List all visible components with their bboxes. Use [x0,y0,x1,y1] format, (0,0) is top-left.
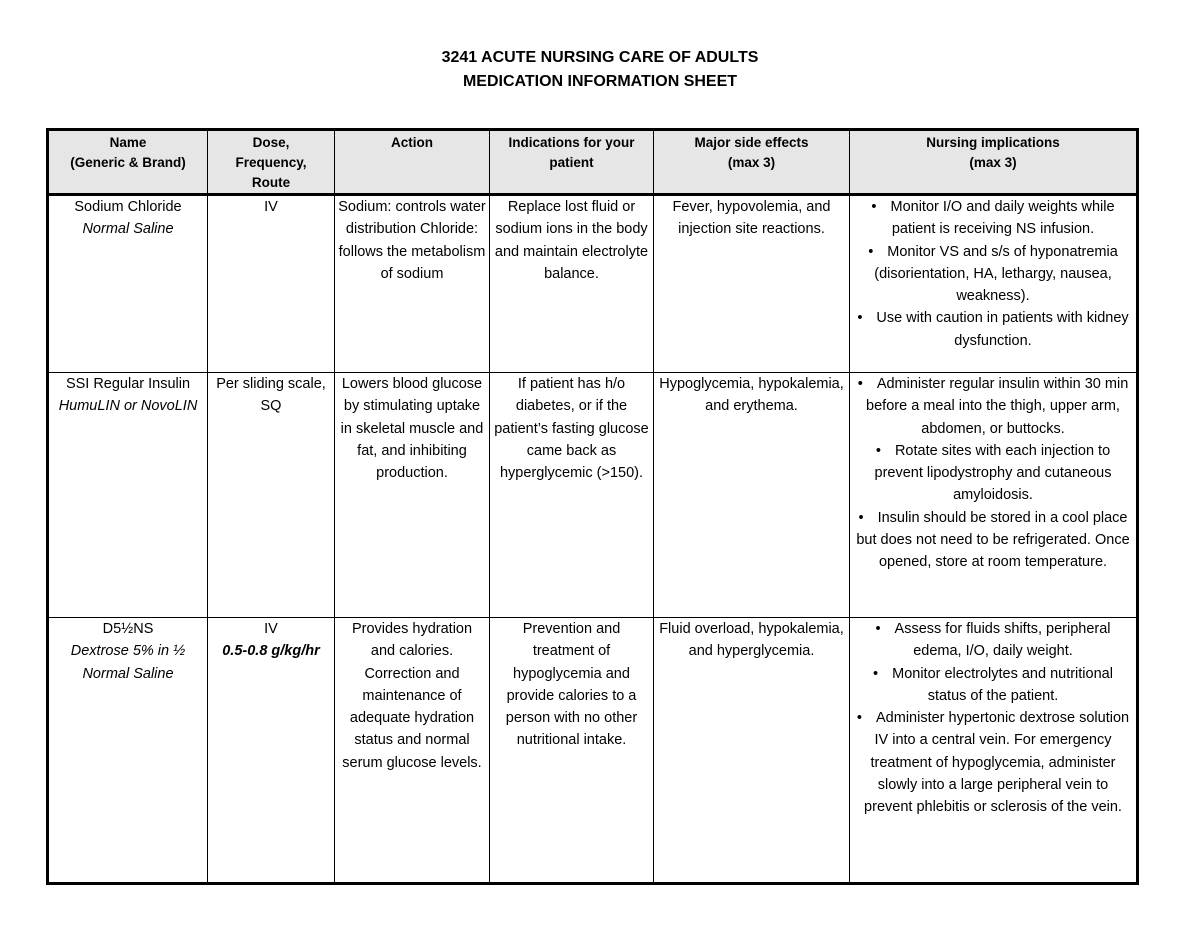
list-item: • Monitor electrolytes and nutritional status of the patient. [853,663,1133,708]
cell-implications [850,195,1138,373]
cell-action: Provides hydration and calories. Correction and maintenance of adequate hydration status and normal serum glucose levels. [335,618,490,884]
cell-indication: Replace lost fluid or sodium ions in the body and maintain electrolyte balance. [490,195,654,373]
cell-name [48,195,208,373]
cell-indication: If patient has h/o diabetes, or if the patient’s fasting glucose came back as hyperglycemic (>150). [490,373,654,618]
document-title [0,46,1200,94]
list-item: • Administer regular insulin within 30 min before a meal into the thigh, upper arm, abdomen, or buttocks. [853,373,1133,440]
col-header-side-effects: Major side effects (max 3) [654,130,850,195]
cell-dose [208,195,335,373]
generic-name: SSI Regular Insulin [65,376,191,392]
list-item: • Monitor I/O and daily weights while patient is receiving NS infusion. [853,196,1133,241]
list-item: • Assess for fluids shifts, peripheral edema, I/O, daily weight. [853,618,1133,663]
dose-route: IV [264,621,278,637]
dose-route: Per sliding scale, SQ [216,376,326,415]
table-row [48,618,1138,884]
cell-side-effects: Fluid overload, hypokalemia, and hyperglycemia. [654,618,850,884]
cell-side-effects: Fever, hypovolemia, and injection site reactions. [654,195,850,373]
dose-detail: 0.5-0.8 g/kg/hr [222,643,320,660]
list-item: • Administer hypertonic dextrose solution IV into a central vein. For emergency treatment of hypoglycemia, administer slowly into a large peripheral vein to prevent phlebitis or sclerosis of the vein. [853,707,1133,818]
cell-implications [850,373,1138,618]
cell-name [48,618,208,884]
col-header-indications: Indications for your patient [490,130,654,195]
table-header-row [48,130,1138,195]
sheet-title: MEDICATION INFORMATION SHEET [462,73,738,90]
cell-indication: Prevention and treatment of hypoglycemia and provide calories to a person with no other nutritional intake. [490,618,654,884]
col-header-nursing-implications: Nursing implications (max 3) [850,130,1138,195]
list-item: • Monitor VS and s/s of hyponatremia (disorientation, HA, lethargy, nausea, weakness). [853,241,1133,308]
brand-name: HumuLIN or NovoLIN [58,398,198,415]
cell-implications [850,618,1138,884]
cell-dose [208,373,335,618]
brand-name: Normal Saline [82,221,174,238]
cell-dose [208,618,335,884]
table-row [48,373,1138,618]
medication-table [46,128,1139,885]
list-item: • Use with caution in patients with kidney dysfunction. [853,307,1133,352]
course-title: 3241 ACUTE NURSING CARE OF ADULTS [441,49,759,66]
implications-list [853,196,1133,352]
dose-route: IV [264,199,278,215]
col-header-action: Action [335,130,490,195]
table-row [48,195,1138,373]
cell-name [48,373,208,618]
cell-action: Lowers blood glucose by stimulating uptake in skeletal muscle and fat, and inhibiting production. [335,373,490,618]
list-item: • Insulin should be stored in a cool place but does not need to be refrigerated. Once opened, store at room temperature. [853,507,1133,574]
implications-list [853,618,1133,819]
cell-side-effects: Hypoglycemia, hypokalemia, and erythema. [654,373,850,618]
cell-action: Sodium: controls water distribution Chloride: follows the metabolism of sodium [335,195,490,373]
list-item: • Rotate sites with each injection to prevent lipodystrophy and cutaneous amyloidosis. [853,440,1133,507]
generic-name: D5½NS [102,621,154,637]
generic-name: Sodium Chloride [74,199,182,215]
col-header-dose: Dose, Frequency, Route [208,130,335,195]
implications-list [853,373,1133,574]
col-header-name: Name (Generic & Brand) [48,130,208,195]
brand-name: Dextrose 5% in ½ Normal Saline [70,643,186,682]
